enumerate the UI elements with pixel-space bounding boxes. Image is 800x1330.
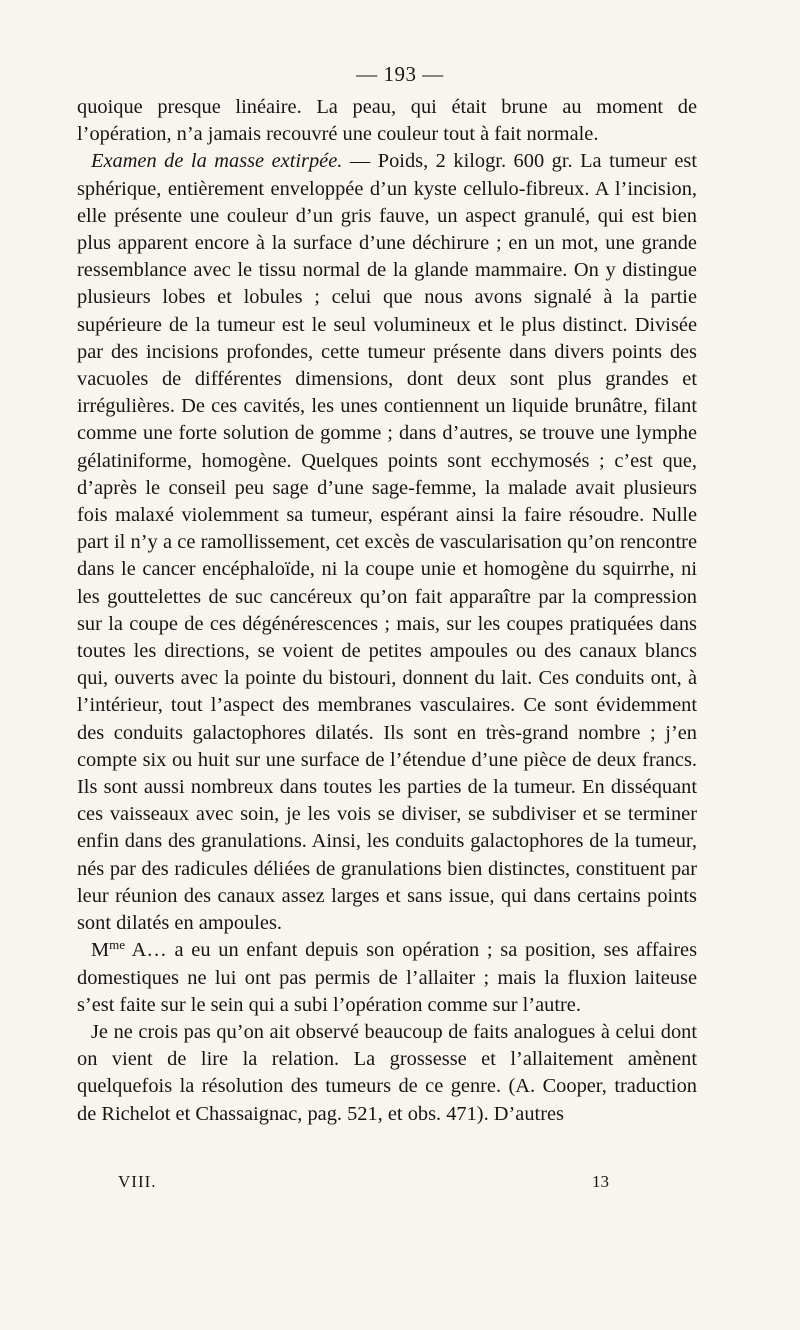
page-number: — 193 — xyxy=(356,62,444,86)
paragraph-3 xyxy=(77,937,697,1019)
paragraph-2-text: — Poids, 2 kilogr. 600 gr. La tumeur est sphérique, entièrement enveloppée d’un kyste cellulo-fibreux. A l’incision, elle présente une couleur d’un gris fauve, un aspect granulé, qui est bien plus apparent encore à la surface d’une déchirure ; en un mot, une grande ressemblance avec le tissu normal de la glande mammaire. On y distingue plusieurs lobes et lobules ; celui que nous avons signalé à la partie supérieure de la tumeur est le seul volumineux et le plus distinct. Divisée par des incisions profondes, cette tumeur présente dans divers points des vacuoles de différentes dimensions, dont deux sont plus grandes et irrégulières. De ces cavités, les unes contiennent un liquide brunâtre, filant comme une forte solution de gomme ; dans d’autres, se trouve une lymphe gélatiniforme, homogène. Quelques points sont ecchymosés ; c’est que, d’après le conseil peu sage d’une sage-femme, la malade avait plusieurs fois malaxé violemment sa tumeur, espérant ainsi la faire résoudre. Nulle part il n’y a ce ramollissement, cet excès de vascularisation qu’on rencontre dans le cancer encéphaloïde, ni la coupe unie et homogène du squirrhe, ni les gouttelettes de suc cancéreux qu’on fait apparaître par la compression sur la coupe de ces dégénérescences ; mais, sur les coupes pratiquées dans toutes les directions, se voient de petites ampoules ou des canaux blancs qui, ouverts avec la pointe du bistouri, donnent du lait. Ces conduits ont, à l’intérieur, tout l’aspect des membranes vasculaires. Ce sont évidemment des conduits galactophores dilatés. Ils sont en très-grand nombre ; j’en compte six ou huit sur une surface de l’étendue d’une pièce de deux francs. Ils sont aussi nombreux dans toutes les parties de la tumeur. En disséquant ces vaisseaux avec soin, je les vois se diviser, se subdiviser et se terminer enfin dans des granulations. Ainsi, les conduits galactophores de la tumeur, nés par des radicules déliées de granulations bien distinctes, constituent par leur réunion des canaux assez larges et sans issue, qui dans certains points sont dilatés en ampoules. xyxy=(77,150,697,935)
paragraph-1-text: quoique presque linéaire. La peau, qui était brune au moment de l’opération, n’a jamais recouvré une couleur tout à fait normale. xyxy=(77,96,697,146)
paragraph-1 xyxy=(77,94,697,148)
body-text xyxy=(77,94,697,1128)
page-footer xyxy=(0,1172,800,1200)
section-heading: Examen de la masse extirpée. xyxy=(91,150,343,173)
signature-number: 13 xyxy=(592,1172,609,1191)
paragraph-3-text: $M^{me}$ A… a eu un enfant depuis son opération ; sa position, ses affaires domestiques ne lui ont pas permis de l’allaiter ; mais la fluxion laiteuse s’est faite sur le sein qui a subi l’opération comme sur l’autre. xyxy=(77,937,697,1016)
paragraph-2 xyxy=(77,148,697,937)
paragraph-4-text: Je ne crois pas qu’on ait observé beaucoup de faits analogues à celui dont on vient de lire la relation. La grossesse et l’allaitement amènent quelquefois la résolution des tumeurs de ce genre. (A. Cooper, traduction de Richelot et Chassaignac, pag. 521, et obs. 471). D’autres xyxy=(77,1020,697,1125)
signature-mark: VIII. xyxy=(118,1172,157,1191)
paragraph-4 xyxy=(77,1019,697,1128)
